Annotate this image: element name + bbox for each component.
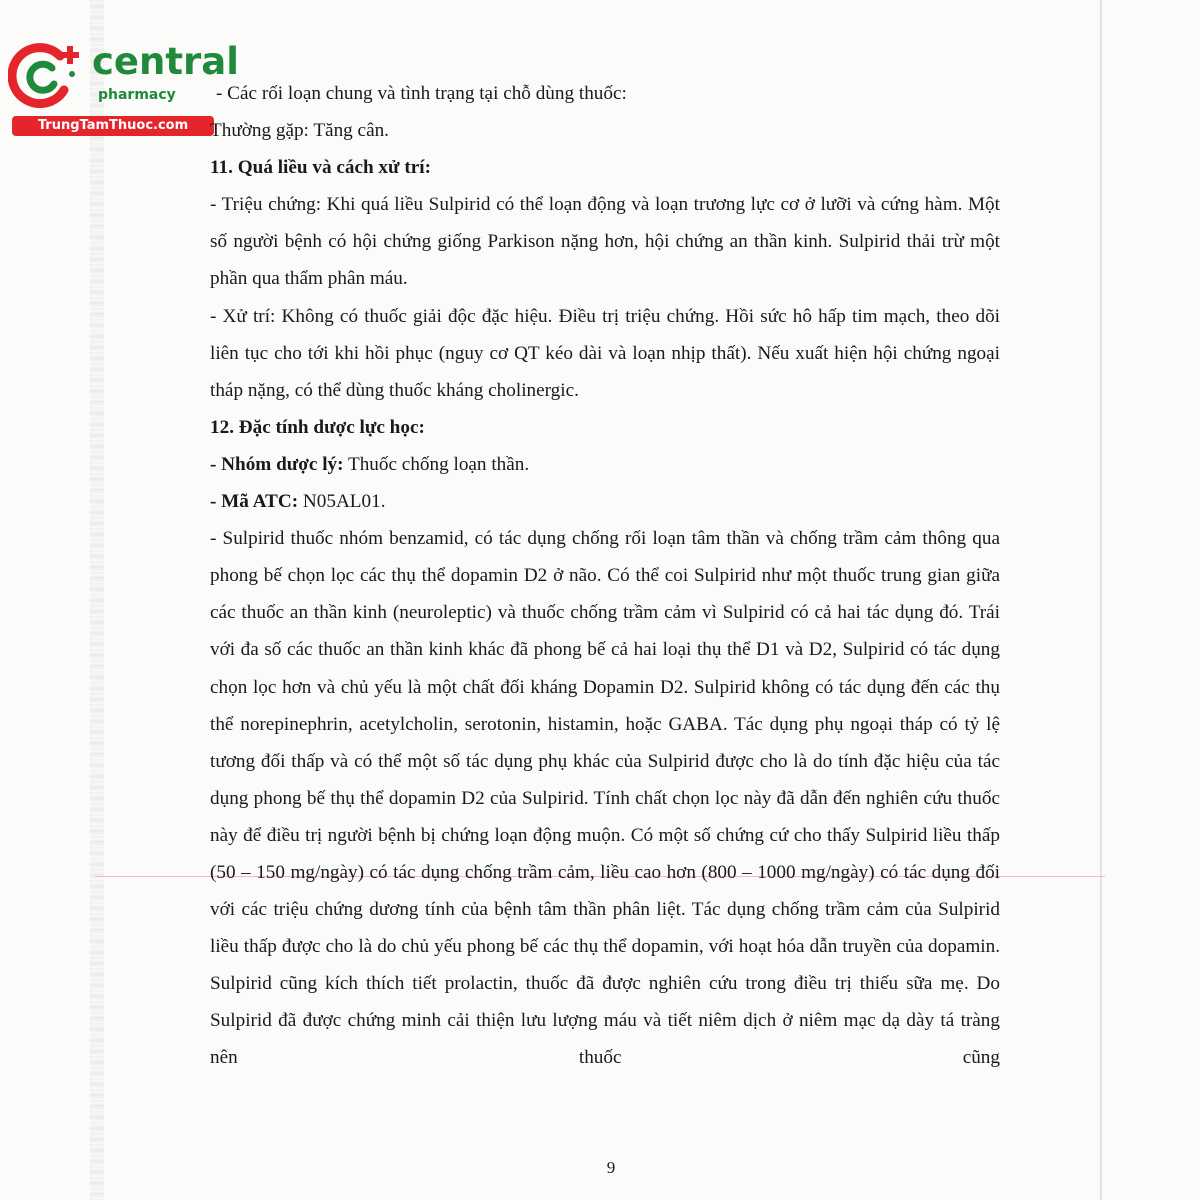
document-body	[210, 75, 1000, 1077]
scan-shadow-right	[1100, 0, 1102, 1200]
logo-website-banner: TrungTamThuoc.com	[12, 116, 214, 136]
section-12-heading: 12. Đặc tính dược lực học:	[210, 416, 425, 438]
text-line: Thường gặp: Tăng cân.	[210, 120, 389, 142]
section-11-heading: 11. Quá liều và cách xử trí:	[210, 157, 431, 179]
section-12-body: - Sulpirid thuốc nhóm benzamid, có tác dụng chống rối loạn tâm thần và chống trầm cảm thông qua phong bế chọn lọc các thụ thể dopamin D2 ở não. Có thể coi Sulpirid như một thuốc trung gian giữa các thuốc an thần kinh (neuroleptic) và thuốc chống trầm cảm vì Sulpirid có cả hai tác dụng đó. Trái với đa số các thuốc an thần kinh khác đã phong bế cả hai loại thụ thể D1 và D2, Sulpirid có tác dụng chọn lọc hơn và chủ yếu là một chất đối kháng Dopamin D2. Sulpirid không có tác dụng đến các thụ thể norepinephrin, acetylcholin, serotonin, histamin, hoặc GABA. Tác dụng phụ ngoại tháp có tỷ lệ tương đối thấp và có thể một số tác dụng phụ khác của Sulpirid được cho là do tính đặc hiệu của tác dụng phong bế thụ thể dopamin D2 của Sulpirid. Tính chất chọn lọc này đã dẫn đến nghiên cứu thuốc này để điều trị người bệnh bị chứng loạn động muộn. Có một số chứng cứ cho thấy Sulpirid liều thấp (50 – 150 mg/ngày) có tác dụng chống trầm cảm, liều cao hơn (800 – 1000 mg/ngày) có tác dụng đối với các triệu chứng dương tính của bệnh tâm thần phân liệt. Tác dụng chống trầm cảm của Sulpirid liều thấp được cho là do chủ yếu phong bế các thụ thể dopamin, với hoạt hóa dẫn truyền của dopamin. Sulpirid cũng kích thích tiết prolactin, thuốc đã được nghiên cứu trong điều trị thiếu sữa mẹ. Do Sulpirid đã được chứng minh cải thiện lưu lượng máu và tiết niêm dịch ở niêm mạc dạ dày tá tràng nên thuốc cũng	[210, 528, 1000, 1069]
page-number: 9	[606, 1158, 616, 1177]
pharmacologic-group-label: - Nhóm dược lý:	[210, 453, 344, 475]
central-pharmacy-logo	[8, 38, 239, 138]
pharmacologic-group	[210, 446, 1000, 483]
logo-subtitle: pharmacy	[98, 87, 176, 103]
atc-code-value: N05AL01.	[298, 491, 386, 513]
logo-brand-name: central	[92, 40, 239, 83]
section-11-symptoms: - Triệu chứng: Khi quá liều Sulpirid có thể loạn động và loạn trương lực cơ ở lưỡi và cứng hàm. Một số người bệnh có hội chứng giống Parkison nặng hơn, hội chứng an thần kinh. Sulpirid thải trừ một phần qua thẩm phân máu.	[210, 194, 1000, 290]
scan-shadow-left	[90, 0, 104, 1200]
text-line: - Các rối loạn chung và tình trạng tại chỗ dùng thuốc:	[216, 83, 627, 104]
atc-code	[210, 483, 1000, 520]
atc-code-label: - Mã ATC:	[210, 491, 299, 513]
section-11-treatment: - Xử trí: Không có thuốc giải độc đặc hiệu. Điều trị triệu chứng. Hồi sức hô hấp tim mạch, theo dõi liên tục cho tới khi hồi phục (nguy cơ QT kéo dài và loạn nhịp thất). Nếu xuất hiện hội chứng ngoại tháp nặng, có thể dùng thuốc kháng cholinergic.	[210, 305, 1000, 401]
pharmacy-logo-icon	[8, 38, 92, 118]
pharmacologic-group-value: Thuốc chống loạn thần.	[343, 453, 530, 475]
